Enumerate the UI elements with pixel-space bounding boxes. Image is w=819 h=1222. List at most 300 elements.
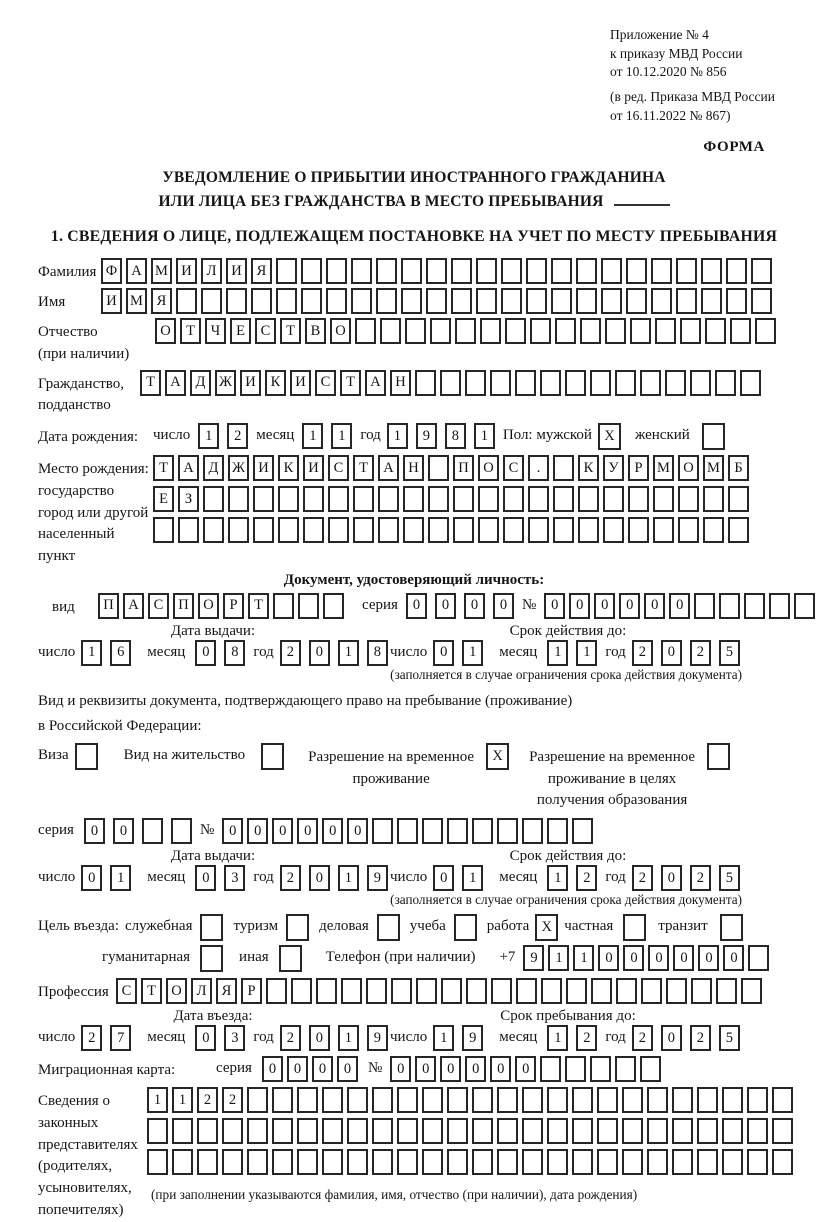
valid-day-box[interactable]: 1 — [462, 640, 483, 666]
residence-number-box[interactable]: 0 — [247, 818, 268, 844]
valid-year-box[interactable]: 5 — [719, 865, 740, 891]
birthplace-char-box[interactable]: К — [578, 455, 599, 481]
birthplace-char-box[interactable] — [503, 486, 524, 512]
birthplace-char-box[interactable] — [253, 517, 274, 543]
representative-char-box[interactable] — [447, 1118, 468, 1144]
patronymic-char-box[interactable] — [555, 318, 576, 344]
patronymic-char-box[interactable] — [355, 318, 376, 344]
representative-char-box[interactable] — [747, 1118, 768, 1144]
issue-year-box[interactable]: 9 — [367, 865, 388, 891]
surname-char-box[interactable] — [601, 258, 622, 284]
doc-number-box[interactable] — [694, 593, 715, 619]
visa-box[interactable] — [75, 743, 98, 770]
firstname-char-box[interactable] — [226, 288, 247, 314]
issue-day-box[interactable]: 0 — [81, 865, 102, 891]
birthplace-char-box[interactable]: А — [178, 455, 199, 481]
patronymic-char-box[interactable] — [580, 318, 601, 344]
representative-char-box[interactable] — [172, 1118, 193, 1144]
profession-char-box[interactable]: Т — [141, 978, 162, 1004]
representative-char-box[interactable] — [272, 1149, 293, 1175]
firstname-char-box[interactable] — [176, 288, 197, 314]
surname-char-box[interactable] — [426, 258, 447, 284]
residence-number-box[interactable] — [397, 818, 418, 844]
patronymic-char-box[interactable]: Ч — [205, 318, 226, 344]
stay-year-box[interactable]: 5 — [719, 1025, 740, 1051]
citizenship-char-box[interactable] — [540, 370, 561, 396]
migration-number-box[interactable] — [615, 1056, 636, 1082]
issue-year-box[interactable]: 8 — [367, 640, 388, 666]
surname-char-box[interactable]: И — [176, 258, 197, 284]
representative-char-box[interactable] — [772, 1149, 793, 1175]
patronymic-char-box[interactable]: С — [255, 318, 276, 344]
birthplace-char-box[interactable] — [528, 517, 549, 543]
representative-char-box[interactable] — [647, 1149, 668, 1175]
firstname-char-box[interactable] — [501, 288, 522, 314]
phone-digit-box[interactable]: 0 — [648, 945, 669, 971]
surname-char-box[interactable] — [301, 258, 322, 284]
birthplace-char-box[interactable] — [603, 517, 624, 543]
representative-char-box[interactable] — [422, 1118, 443, 1144]
firstname-char-box[interactable] — [326, 288, 347, 314]
birthplace-char-box[interactable]: У — [603, 455, 624, 481]
representative-char-box[interactable] — [747, 1149, 768, 1175]
migration-number-box[interactable]: 0 — [465, 1056, 486, 1082]
citizenship-char-box[interactable] — [715, 370, 736, 396]
surname-char-box[interactable] — [676, 258, 697, 284]
surname-char-box[interactable]: М — [151, 258, 172, 284]
representative-char-box[interactable] — [197, 1118, 218, 1144]
doc-type-char-box[interactable]: Т — [248, 593, 269, 619]
firstname-char-box[interactable] — [426, 288, 447, 314]
firstname-char-box[interactable] — [551, 288, 572, 314]
birthplace-char-box[interactable] — [353, 517, 374, 543]
surname-char-box[interactable] — [626, 258, 647, 284]
citizenship-char-box[interactable]: А — [365, 370, 386, 396]
representative-char-box[interactable] — [622, 1087, 643, 1113]
firstname-char-box[interactable] — [451, 288, 472, 314]
birthplace-char-box[interactable]: С — [503, 455, 524, 481]
representative-char-box[interactable] — [547, 1118, 568, 1144]
birthplace-char-box[interactable] — [278, 517, 299, 543]
birthplace-char-box[interactable]: Р — [628, 455, 649, 481]
valid-year-box[interactable]: 0 — [661, 640, 682, 666]
surname-char-box[interactable] — [326, 258, 347, 284]
doc-number-box[interactable] — [769, 593, 790, 619]
birthplace-char-box[interactable] — [203, 517, 224, 543]
birthplace-char-box[interactable] — [378, 486, 399, 512]
representative-char-box[interactable]: 1 — [172, 1087, 193, 1113]
representative-char-box[interactable] — [447, 1149, 468, 1175]
firstname-char-box[interactable] — [601, 288, 622, 314]
birthplace-char-box[interactable] — [303, 517, 324, 543]
representative-char-box[interactable] — [472, 1087, 493, 1113]
birthplace-char-box[interactable] — [478, 486, 499, 512]
doc-series-box[interactable]: 0 — [435, 593, 456, 619]
firstname-char-box[interactable]: Я — [151, 288, 172, 314]
representative-char-box[interactable] — [672, 1149, 693, 1175]
citizenship-char-box[interactable]: Д — [190, 370, 211, 396]
surname-char-box[interactable] — [451, 258, 472, 284]
valid-year-box[interactable]: 5 — [719, 640, 740, 666]
representative-char-box[interactable] — [622, 1118, 643, 1144]
representative-char-box[interactable] — [622, 1149, 643, 1175]
representative-char-box[interactable] — [222, 1149, 243, 1175]
representative-char-box[interactable] — [397, 1118, 418, 1144]
patronymic-char-box[interactable]: Т — [280, 318, 301, 344]
birthplace-char-box[interactable]: И — [303, 455, 324, 481]
birthplace-char-box[interactable] — [528, 486, 549, 512]
purpose-other-box[interactable] — [279, 945, 302, 972]
surname-char-box[interactable]: Я — [251, 258, 272, 284]
patronymic-char-box[interactable] — [480, 318, 501, 344]
representative-char-box[interactable] — [647, 1087, 668, 1113]
phone-digit-box[interactable]: 9 — [523, 945, 544, 971]
residence-number-box[interactable]: 0 — [222, 818, 243, 844]
residence-number-box[interactable] — [547, 818, 568, 844]
patronymic-char-box[interactable] — [655, 318, 676, 344]
birthplace-char-box[interactable] — [503, 517, 524, 543]
representative-char-box[interactable] — [747, 1087, 768, 1113]
issue-year-box[interactable]: 1 — [338, 640, 359, 666]
birthplace-char-box[interactable] — [428, 486, 449, 512]
profession-char-box[interactable] — [316, 978, 337, 1004]
representative-char-box[interactable] — [522, 1149, 543, 1175]
birthplace-char-box[interactable] — [578, 517, 599, 543]
surname-char-box[interactable]: А — [126, 258, 147, 284]
birthplace-char-box[interactable] — [453, 517, 474, 543]
birthplace-char-box[interactable] — [203, 486, 224, 512]
birthplace-char-box[interactable] — [253, 486, 274, 512]
birthplace-char-box[interactable] — [678, 486, 699, 512]
representative-char-box[interactable] — [722, 1149, 743, 1175]
birthplace-char-box[interactable] — [153, 517, 174, 543]
surname-char-box[interactable] — [276, 258, 297, 284]
residence-permit-box[interactable] — [261, 743, 284, 770]
representative-char-box[interactable] — [672, 1087, 693, 1113]
birthplace-char-box[interactable]: П — [453, 455, 474, 481]
birthplace-char-box[interactable]: Т — [153, 455, 174, 481]
birthplace-char-box[interactable] — [403, 486, 424, 512]
profession-char-box[interactable] — [341, 978, 362, 1004]
surname-char-box[interactable] — [401, 258, 422, 284]
birthplace-char-box[interactable]: М — [653, 455, 674, 481]
entry-year-box[interactable]: 0 — [309, 1025, 330, 1051]
temp-permit-box[interactable]: X — [486, 743, 509, 770]
phone-digit-box[interactable]: 1 — [573, 945, 594, 971]
doc-type-char-box[interactable]: П — [173, 593, 194, 619]
birthplace-char-box[interactable] — [353, 486, 374, 512]
citizenship-char-box[interactable]: С — [315, 370, 336, 396]
representative-char-box[interactable] — [247, 1149, 268, 1175]
surname-char-box[interactable]: Ф — [101, 258, 122, 284]
birthplace-char-box[interactable] — [553, 455, 574, 481]
profession-char-box[interactable] — [616, 978, 637, 1004]
representative-char-box[interactable]: 2 — [197, 1087, 218, 1113]
birthplace-char-box[interactable]: З — [178, 486, 199, 512]
migration-number-box[interactable] — [540, 1056, 561, 1082]
surname-char-box[interactable] — [376, 258, 397, 284]
birthdate-month-box[interactable]: 1 — [331, 423, 352, 449]
representative-char-box[interactable] — [497, 1087, 518, 1113]
patronymic-char-box[interactable] — [605, 318, 626, 344]
valid-month-box[interactable]: 1 — [547, 640, 568, 666]
residence-series-box[interactable]: 0 — [113, 818, 134, 844]
profession-char-box[interactable] — [691, 978, 712, 1004]
representative-char-box[interactable] — [522, 1087, 543, 1113]
patronymic-char-box[interactable] — [530, 318, 551, 344]
birthdate-day-box[interactable]: 2 — [227, 423, 248, 449]
birthplace-char-box[interactable]: Е — [153, 486, 174, 512]
gender-female-box[interactable] — [702, 423, 725, 450]
migration-series-box[interactable]: 0 — [262, 1056, 283, 1082]
profession-char-box[interactable] — [491, 978, 512, 1004]
doc-number-box[interactable] — [744, 593, 765, 619]
birthplace-char-box[interactable] — [228, 486, 249, 512]
representative-char-box[interactable] — [597, 1087, 618, 1113]
birthplace-char-box[interactable] — [178, 517, 199, 543]
residence-number-box[interactable]: 0 — [272, 818, 293, 844]
issue-year-box[interactable]: 0 — [309, 640, 330, 666]
birthplace-char-box[interactable]: . — [528, 455, 549, 481]
entry-month-box[interactable]: 3 — [224, 1025, 245, 1051]
representative-char-box[interactable] — [522, 1118, 543, 1144]
doc-type-char-box[interactable]: С — [148, 593, 169, 619]
patronymic-char-box[interactable]: Т — [180, 318, 201, 344]
valid-month-box[interactable]: 1 — [576, 640, 597, 666]
patronymic-char-box[interactable] — [630, 318, 651, 344]
birthplace-char-box[interactable]: Т — [353, 455, 374, 481]
firstname-char-box[interactable] — [201, 288, 222, 314]
birthplace-char-box[interactable] — [278, 486, 299, 512]
profession-char-box[interactable]: С — [116, 978, 137, 1004]
migration-number-box[interactable]: 0 — [440, 1056, 461, 1082]
valid-year-box[interactable]: 2 — [632, 865, 653, 891]
valid-year-box[interactable]: 2 — [690, 865, 711, 891]
citizenship-char-box[interactable]: Ж — [215, 370, 236, 396]
representative-char-box[interactable] — [422, 1149, 443, 1175]
citizenship-char-box[interactable]: Н — [390, 370, 411, 396]
patronymic-char-box[interactable] — [730, 318, 751, 344]
representative-char-box[interactable] — [347, 1087, 368, 1113]
profession-char-box[interactable] — [541, 978, 562, 1004]
firstname-char-box[interactable] — [676, 288, 697, 314]
birthplace-char-box[interactable]: С — [328, 455, 349, 481]
doc-type-char-box[interactable] — [273, 593, 294, 619]
representative-char-box[interactable] — [172, 1149, 193, 1175]
representative-char-box[interactable] — [322, 1118, 343, 1144]
representative-char-box[interactable] — [572, 1149, 593, 1175]
citizenship-char-box[interactable]: И — [290, 370, 311, 396]
surname-char-box[interactable] — [551, 258, 572, 284]
stay-year-box[interactable]: 2 — [690, 1025, 711, 1051]
purpose-transit-box[interactable] — [720, 914, 743, 941]
firstname-char-box[interactable] — [251, 288, 272, 314]
representative-char-box[interactable] — [247, 1118, 268, 1144]
citizenship-char-box[interactable]: К — [265, 370, 286, 396]
representative-char-box[interactable] — [297, 1087, 318, 1113]
representative-char-box[interactable] — [297, 1118, 318, 1144]
surname-char-box[interactable] — [501, 258, 522, 284]
profession-char-box[interactable]: О — [166, 978, 187, 1004]
citizenship-char-box[interactable] — [590, 370, 611, 396]
profession-char-box[interactable] — [466, 978, 487, 1004]
entry-day-box[interactable]: 7 — [110, 1025, 131, 1051]
representative-char-box[interactable] — [272, 1087, 293, 1113]
profession-char-box[interactable] — [741, 978, 762, 1004]
representative-char-box[interactable] — [547, 1087, 568, 1113]
birthplace-char-box[interactable] — [628, 486, 649, 512]
representative-char-box[interactable]: 1 — [147, 1087, 168, 1113]
firstname-char-box[interactable] — [301, 288, 322, 314]
representative-char-box[interactable] — [422, 1087, 443, 1113]
phone-digit-box[interactable]: 1 — [548, 945, 569, 971]
stay-month-box[interactable]: 2 — [576, 1025, 597, 1051]
representative-char-box[interactable] — [697, 1149, 718, 1175]
residence-number-box[interactable] — [497, 818, 518, 844]
patronymic-char-box[interactable] — [380, 318, 401, 344]
profession-char-box[interactable] — [516, 978, 537, 1004]
representative-char-box[interactable] — [772, 1087, 793, 1113]
residence-number-box[interactable] — [372, 818, 393, 844]
representative-char-box[interactable] — [297, 1149, 318, 1175]
entry-month-box[interactable]: 0 — [195, 1025, 216, 1051]
citizenship-char-box[interactable] — [415, 370, 436, 396]
migration-number-box[interactable]: 0 — [415, 1056, 436, 1082]
doc-number-box[interactable]: 0 — [569, 593, 590, 619]
birthdate-year-box[interactable]: 1 — [474, 423, 495, 449]
firstname-char-box[interactable] — [401, 288, 422, 314]
birthplace-char-box[interactable] — [653, 486, 674, 512]
doc-number-box[interactable]: 0 — [669, 593, 690, 619]
birthdate-day-box[interactable]: 1 — [198, 423, 219, 449]
representative-char-box[interactable] — [372, 1118, 393, 1144]
representative-char-box[interactable] — [547, 1149, 568, 1175]
surname-char-box[interactable] — [751, 258, 772, 284]
birthplace-char-box[interactable] — [428, 517, 449, 543]
representative-char-box[interactable] — [347, 1118, 368, 1144]
phone-digit-box[interactable] — [748, 945, 769, 971]
gender-male-box[interactable]: X — [598, 423, 621, 450]
surname-char-box[interactable] — [526, 258, 547, 284]
stay-year-box[interactable]: 2 — [632, 1025, 653, 1051]
purpose-work-box[interactable]: X — [535, 914, 558, 941]
representative-char-box[interactable] — [347, 1149, 368, 1175]
phone-digit-box[interactable]: 0 — [698, 945, 719, 971]
birthplace-char-box[interactable] — [603, 486, 624, 512]
doc-series-box[interactable]: 0 — [493, 593, 514, 619]
birthplace-char-box[interactable] — [728, 486, 749, 512]
representative-char-box[interactable] — [372, 1087, 393, 1113]
valid-year-box[interactable]: 2 — [690, 640, 711, 666]
doc-type-char-box[interactable] — [298, 593, 319, 619]
purpose-tourism-box[interactable] — [286, 914, 309, 941]
residence-series-box[interactable]: 0 — [84, 818, 105, 844]
issue-day-box[interactable]: 6 — [110, 640, 131, 666]
profession-char-box[interactable]: Л — [191, 978, 212, 1004]
birthplace-char-box[interactable] — [378, 517, 399, 543]
citizenship-char-box[interactable] — [740, 370, 761, 396]
citizenship-char-box[interactable] — [490, 370, 511, 396]
representative-char-box[interactable] — [372, 1149, 393, 1175]
phone-digit-box[interactable]: 0 — [673, 945, 694, 971]
doc-series-box[interactable]: 0 — [464, 593, 485, 619]
representative-char-box[interactable] — [247, 1087, 268, 1113]
citizenship-char-box[interactable] — [440, 370, 461, 396]
representative-char-box[interactable] — [222, 1118, 243, 1144]
edu-permit-box[interactable] — [707, 743, 730, 770]
birthdate-month-box[interactable]: 1 — [302, 423, 323, 449]
representative-char-box[interactable] — [147, 1118, 168, 1144]
birthplace-char-box[interactable] — [328, 517, 349, 543]
doc-type-char-box[interactable]: П — [98, 593, 119, 619]
firstname-char-box[interactable] — [276, 288, 297, 314]
migration-series-box[interactable]: 0 — [312, 1056, 333, 1082]
representative-char-box[interactable] — [497, 1149, 518, 1175]
phone-digit-box[interactable]: 0 — [598, 945, 619, 971]
birthdate-year-box[interactable]: 9 — [416, 423, 437, 449]
firstname-char-box[interactable] — [476, 288, 497, 314]
birthplace-char-box[interactable] — [328, 486, 349, 512]
migration-series-box[interactable]: 0 — [337, 1056, 358, 1082]
birthplace-char-box[interactable] — [628, 517, 649, 543]
surname-char-box[interactable] — [701, 258, 722, 284]
representative-char-box[interactable] — [672, 1118, 693, 1144]
valid-day-box[interactable]: 0 — [433, 865, 454, 891]
doc-number-box[interactable]: 0 — [619, 593, 640, 619]
citizenship-char-box[interactable] — [615, 370, 636, 396]
patronymic-char-box[interactable] — [705, 318, 726, 344]
profession-char-box[interactable] — [641, 978, 662, 1004]
patronymic-char-box[interactable] — [505, 318, 526, 344]
birthplace-char-box[interactable] — [303, 486, 324, 512]
representative-char-box[interactable] — [322, 1087, 343, 1113]
migration-number-box[interactable]: 0 — [390, 1056, 411, 1082]
representative-char-box[interactable]: 2 — [222, 1087, 243, 1113]
residence-series-box[interactable] — [142, 818, 163, 844]
birthplace-char-box[interactable] — [403, 517, 424, 543]
doc-series-box[interactable]: 0 — [406, 593, 427, 619]
birthplace-char-box[interactable]: М — [703, 455, 724, 481]
residence-number-box[interactable]: 0 — [322, 818, 343, 844]
migration-number-box[interactable] — [565, 1056, 586, 1082]
doc-type-char-box[interactable]: А — [123, 593, 144, 619]
residence-number-box[interactable] — [447, 818, 468, 844]
purpose-humanitarian-box[interactable] — [200, 945, 223, 972]
birthdate-year-box[interactable]: 1 — [387, 423, 408, 449]
migration-number-box[interactable] — [640, 1056, 661, 1082]
birthdate-year-box[interactable]: 8 — [445, 423, 466, 449]
profession-char-box[interactable] — [391, 978, 412, 1004]
residence-number-box[interactable]: 0 — [297, 818, 318, 844]
purpose-business-box[interactable] — [377, 914, 400, 941]
birthplace-char-box[interactable]: К — [278, 455, 299, 481]
issue-year-box[interactable]: 2 — [280, 640, 301, 666]
doc-type-char-box[interactable] — [323, 593, 344, 619]
birthplace-char-box[interactable]: А — [378, 455, 399, 481]
migration-series-box[interactable]: 0 — [287, 1056, 308, 1082]
doc-number-box[interactable]: 0 — [594, 593, 615, 619]
doc-number-box[interactable] — [794, 593, 815, 619]
representative-char-box[interactable] — [472, 1149, 493, 1175]
birthplace-char-box[interactable] — [728, 517, 749, 543]
phone-digit-box[interactable]: 0 — [723, 945, 744, 971]
migration-number-box[interactable] — [590, 1056, 611, 1082]
profession-char-box[interactable] — [666, 978, 687, 1004]
birthplace-char-box[interactable] — [228, 517, 249, 543]
stay-day-box[interactable]: 1 — [433, 1025, 454, 1051]
firstname-char-box[interactable] — [626, 288, 647, 314]
birthplace-char-box[interactable]: И — [253, 455, 274, 481]
